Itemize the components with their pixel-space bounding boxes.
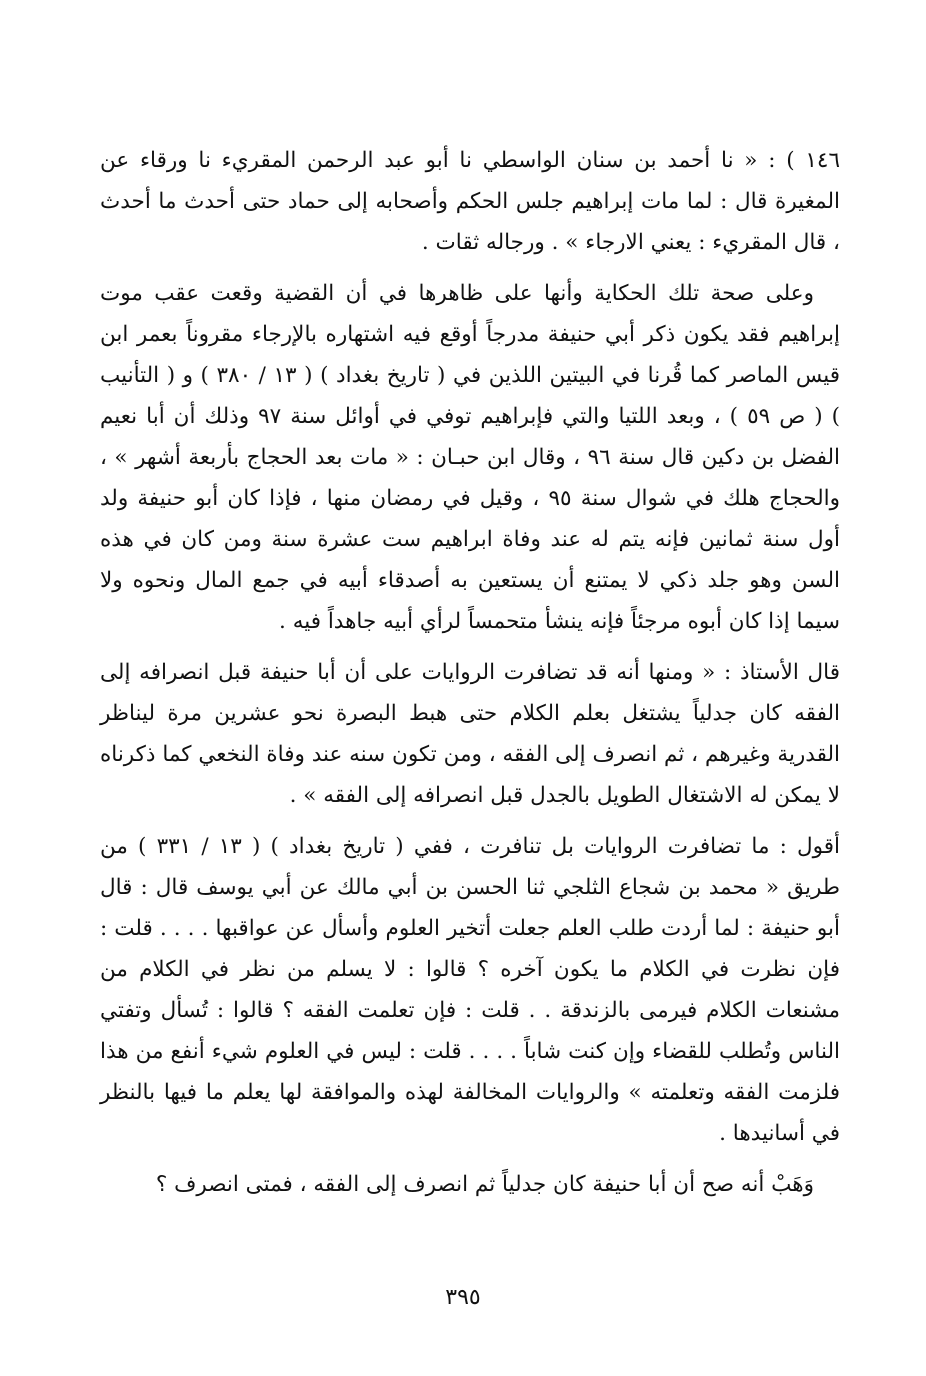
paragraph-discussion: وعلى صحة تلك الحكاية وأنها على ظاهرها في أن القضية وقعت عقب موت إبراهيم فقد يكون ذكر أبي حنيفة مدرجاً أوقع فيه اشتهاره بالإرجاء مقروناً بعمر ابن قيس الماصر كما قُرنا في البيتين اللذين في ( تاريخ بغداد ) ( ١٣ / ٣٨٠ ) و ( التأنيب ) ( ص ٥٩ ) ، وبعد اللتيا والتي فإبراهيم توفي في أوائل سنة ٩٧ وذلك أن أبا نعيم الفضل بن دكين قال سنة ٩٦ ، وقال ابن حبـان : « مات بعد الحجاج بأربعة أشهر » ، والحجاج هلك في شوال سنة ٩٥ ، وقيل في رمضان منها ، فإذا كان أبو حنيفة ولد أول سنة ثمانين فإنه يتم له عند وفاة ابراهيم ست عشرة سنة ومن كان في هذه السن وهو جلد ذكي لا يمتنع أن يستعين به أصدقاء أبيه في جمع المال ونحوه ولا سيما إذا كان أبوه مرجئاً فإنه ينشأ متحمساً لرأي أبيه جاهداً فيه . [100,281,841,634]
paragraph-response: أقول : ما تضافرت الروايات بل تنافرت ، ففي ( تاريخ بغداد ) ( ١٣ / ٣٣١ ) من طريق « محمد بن شجاع الثلجي ثنا الحسن بن أبي مالك عن أبي يوسف قال : قال أبو حنيفة : لما أردت طلب العلم جعلت أتخير العلوم وأسأل عن عواقبها . . . . قلت : فإن نظرت في الكلام ما يكون آخره ؟ قالوا : لا يسلم من نظر في الكلام من مشنعات الكلام فيرمى بالزندقة . . قلت : فإن تعلمت الفقه ؟ قالوا : تُسأل وتفتي الناس وتُطلب للقضاء وإن كنت شاباً . . . . قلت : ليس في العلوم شيء أنفع من هذا فلزمت الفقه وتعلمته » والروايات المخالفة لهذه والموافقة لها يعلم ما فيها بالنظر في أسانيدها . [100,834,840,1146]
page-body [100,140,840,1215]
paragraph-closing-question: وَهَبْ أنه صح أن أبا حنيفة كان جدلياً ثم انصرف إلى الفقه ، فمتى انصرف ؟ [155,1172,814,1197]
paragraph-hadith-146: ١٤٦ ) : « نا أحمد بن سنان الواسطي نا أبو عبد الرحمن المقريء نا ورقاء عن المغيرة قال : لما مات إبراهيم جلس الحكم وأصحابه إلى حماد حتى أحدث ما أحدث ، قال المقريء : يعني الارجاء » . ورجاله ثقات . [100,148,840,255]
page-number: ٣٩٥ [445,1285,481,1310]
paragraph-ustadh-quote: قال الأستاذ : « ومنها أنه قد تضافرت الروايات على أن أبا حنيفة قبل انصرافه إلى الفقه كان جدلياً يشتغل بعلم الكلام حتى هبط البصرة نحو عشرين مرة ليناظر القدرية وغيرهم ، ثم انصرف إلى الفقه ، ومن تكون سنه عند وفاة النخعي كما ذكرناه لا يمكن له الاشتغال الطويل بالجدل قبل انصرافه إلى الفقه » . [100,660,840,808]
